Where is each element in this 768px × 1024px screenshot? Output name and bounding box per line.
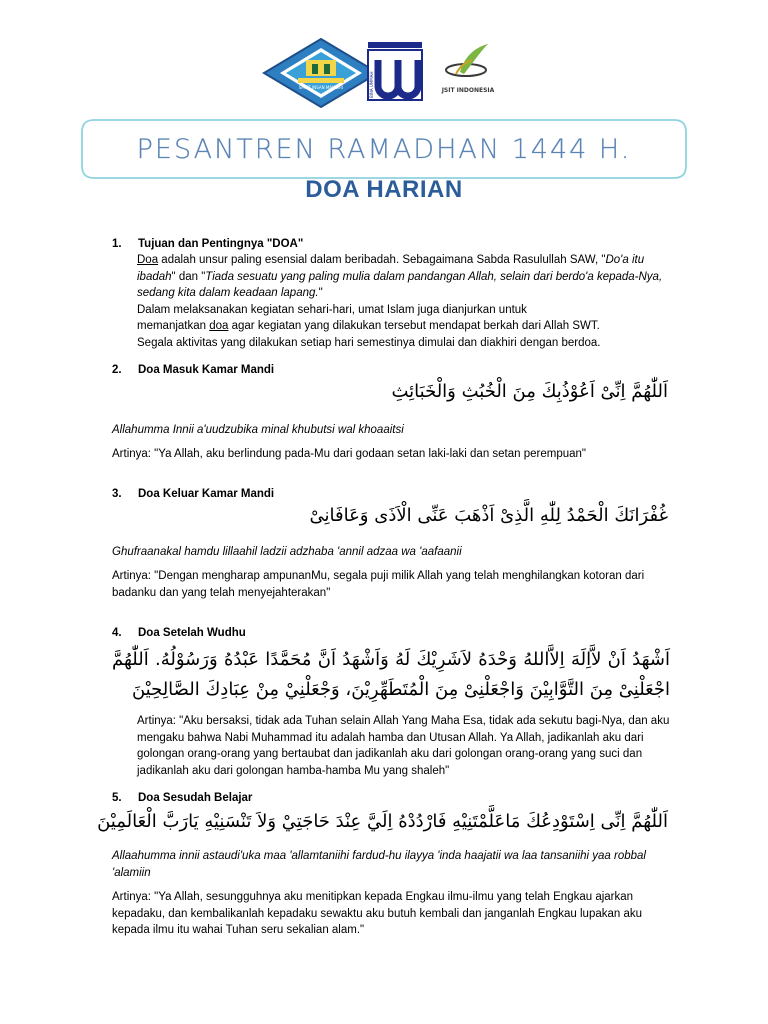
section-title: Doa Keluar Kamar Mandi bbox=[138, 488, 275, 500]
text-run: " bbox=[318, 287, 323, 299]
section-title: Doa Masuk Kamar Mandi bbox=[138, 364, 275, 376]
jsit-text: JSIT INDONESIA bbox=[441, 87, 495, 94]
arabic-prayer: اَشْهَدُ اَنْ لاَّاِلَهَ اِلاَّاللهُ وَحْدَهُ لاَشَرِيْكَ لَهُ وَاَشْهَدُ اَنَّ مُحَمَّدًا عَبْدُهُ وَرَسُوْلُهُ. اَللّٰهُمَّ اجْعَلْنِىْ مِنَ التَّوَّابِيْنَ وَاجْعَلْنِىْ مِنَ الْمُتَطَهِّرِيْنَ، وَجْعَلْنِيْ مِنْ عِبَادِكَ الصَّالِحِيْنَ bbox=[112, 649, 670, 700]
text-run: " dan " bbox=[171, 270, 206, 283]
text-run: adalah unsur paling esensial dalam beribadah. Sebagaimana Sabda Rasulullah SAW, " bbox=[158, 254, 606, 266]
jsit-logo bbox=[436, 42, 500, 102]
pesantren-emblem-logo bbox=[262, 38, 380, 108]
title-frame bbox=[80, 118, 688, 180]
page-title: PESANTREN RAMADHAN 1444 H. bbox=[136, 133, 632, 165]
transliteration: Allaahumma innii astaudi'uka maa 'allamtaniihi fardud-hu ilayya 'inda haajatii wa laa tansaniihi yaa robbal 'alamiin bbox=[112, 850, 646, 879]
section-number: 5. bbox=[112, 792, 122, 804]
bina-ummah-logo bbox=[364, 40, 426, 104]
meaning: Artinya: "Ya Allah, sesungguhnya aku menitipkan kepada Engkau ilmu-ilmu yang telah Engkau ajarkan kepadaku, dan kembalikanlah kepadaku sewaktu aku butuh kembali dan janganlah Engkau lupakan aku kepada ilmu itu wahai Tuhan seru sekalian alam." bbox=[112, 891, 643, 936]
paragraph-line bbox=[137, 318, 677, 335]
section-paragraph bbox=[137, 252, 677, 351]
meaning: Artinya: "Ya Allah, aku berlindung pada-Mu dari godaan setan laki-laki dan setan perempuan" bbox=[112, 448, 586, 460]
section-title: Doa Sesudah Belajar bbox=[138, 792, 253, 804]
paragraph-line: Dalam melaksanakan kegiatan sehari-hari, umat Islam juga dianjurkan untuk bbox=[137, 303, 527, 316]
arabic-prayer: غُفْرَانَكَ الْحَمْدُ لِلّٰهِ الَّذِىْ اَذْهَبَ عَنِّى الْاَذَى وَعَافَانِىْ bbox=[309, 505, 668, 526]
pesantren-emblem-text: SMPIT INSAN MANDIRI bbox=[298, 85, 344, 90]
section-title: Doa Setelah Wudhu bbox=[138, 627, 246, 639]
transliteration: Ghufraanakal hamdu lillaahil ladzii adzhaba 'annil adzaa wa 'aafaanii bbox=[112, 546, 462, 558]
section-title: Tujuan dan Pentingnya "DOA" bbox=[138, 238, 304, 250]
paragraph-line: Segala aktivitas yang dilakukan setiap hari semestinya dimulai dan diakhiri dengan berdoa. bbox=[137, 336, 601, 349]
hadith-quote-1: Do'a itu ibadah bbox=[137, 254, 645, 283]
section-number: 2. bbox=[112, 364, 122, 376]
logo-row bbox=[0, 38, 768, 110]
meaning: Artinya: "Dengan mengharap ampunanMu, segala puji milik Allah yang telah menghilangkan kotoran dari badanku dan yang telah menyejahterakan" bbox=[112, 570, 645, 599]
text-run: agar kegiatan yang dilakukan tersebut mendapat berkah dari Allah SWT. bbox=[228, 320, 600, 332]
section-number: 1. bbox=[112, 238, 122, 250]
bina-ummah-text: BINA UMMAH bbox=[369, 71, 374, 98]
arabic-prayer: اَللّٰهُمَّ اِنِّى اِسْتَوْدِعُكَ مَاعَلَّمْتَنِيْهِ فَارْدُدْهُ اِلَيَّ عِنْدَ حَاجَتِيْ وَلاَ تَنْسَنِيْهِ يَارَبَّ الْعَالَمِيْنَ bbox=[97, 811, 668, 832]
page-subtitle: DOA HARIAN bbox=[305, 176, 463, 203]
transliteration: Allahumma Innii a'uudzubika minal khubutsi wal khoaaitsi bbox=[112, 424, 404, 436]
doa-word: Doa bbox=[137, 254, 159, 266]
section-number: 3. bbox=[112, 488, 122, 500]
section-number: 4. bbox=[112, 627, 122, 639]
hadith-quote-2: Tiada sesuatu yang paling mulia dalam pandangan Allah, selain dari berdo'a kepada-Nya, sedang kita dalam keadaan lapang. bbox=[137, 270, 663, 299]
paragraph-doa-definition bbox=[137, 252, 677, 302]
arabic-prayer: اَللّٰهُمَّ اِنِّىْ اَعُوْذُبِكَ مِنَ الْخُبُثِ وَالْخَبَائِثِ bbox=[391, 381, 668, 402]
meaning: Artinya: "Aku bersaksi, tidak ada Tuhan selain Allah Yang Maha Esa, tidak ada sekutu bagi-Nya, dan aku mengaku bahwa Nabi Muhammad itu adalah hamba dan Utusan Allah. Ya Allah, jadikanlah aku dari golongan orang-orang yang bertaubat dan jadikanlah aku dari golongan orang-orang yang suci dan jadikanlah aku dari golongan hamba-hamba Mu yang shaleh" bbox=[137, 715, 670, 777]
doa-word: doa bbox=[209, 320, 229, 332]
text-run: memanjatkan bbox=[137, 320, 210, 332]
